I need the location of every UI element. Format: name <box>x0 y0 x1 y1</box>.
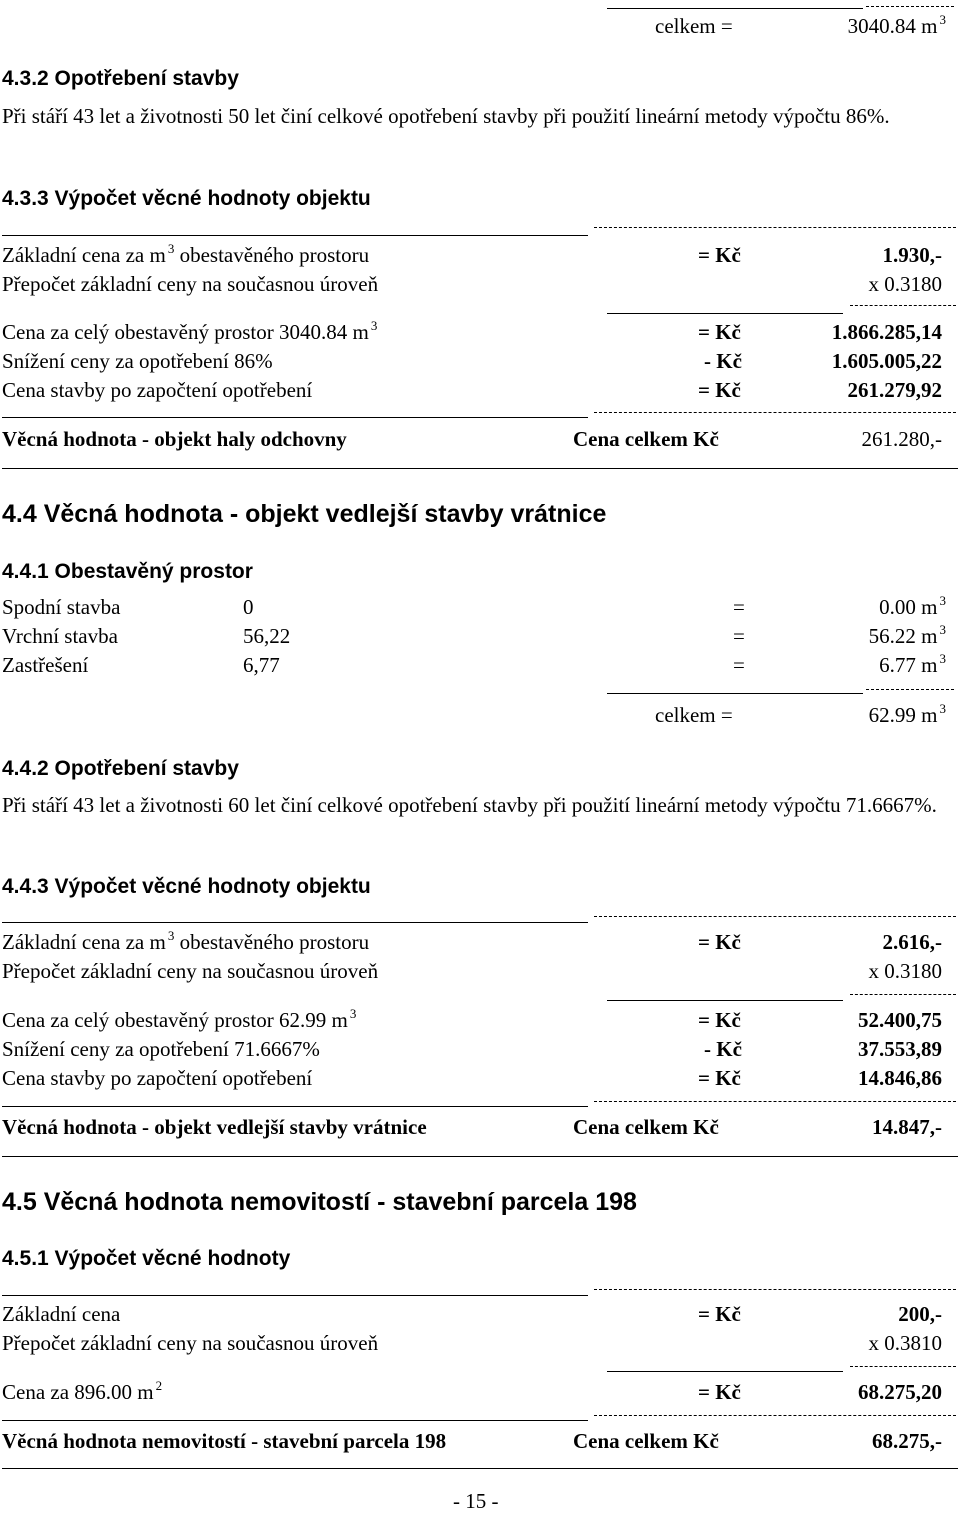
volume-row-label: Vrchní stavba <box>2 624 118 648</box>
calc-row-value: x 0.3180 <box>868 272 942 296</box>
calc-row-value: 52.400,75 <box>858 1008 942 1032</box>
separator-line <box>2 1468 958 1469</box>
dashed-separator <box>850 994 956 995</box>
calc-row-value: 1.605.005,22 <box>831 349 942 373</box>
calc-row-operator: = Kč <box>698 1380 741 1404</box>
result-operator: Cena celkem Kč <box>573 1429 719 1453</box>
separator-line <box>2 922 588 923</box>
total-value: 3040.84 m $^3$ <box>847 12 946 38</box>
calc-row-value: 37.553,89 <box>858 1037 942 1061</box>
calc-row-operator: = Kč <box>698 320 741 344</box>
volume-row-label: Spodní stavba <box>2 595 121 619</box>
dashed-separator <box>850 1366 956 1367</box>
volume-row-input: 6,77 <box>243 653 280 677</box>
calc-row-label: Snížení ceny za opotřebení 86% <box>2 349 273 373</box>
volume-row-operator: = <box>733 653 745 677</box>
separator-line <box>607 313 843 314</box>
total-label: celkem = <box>655 703 733 727</box>
result-value: 68.275,- <box>872 1429 942 1453</box>
paragraph-text: Při stáří 43 let a životnosti 60 let činí celkové opotřebení stavby při použití lineární metody výpočtu 71.6667%. <box>2 793 937 817</box>
calc-row-value: 68.275,20 <box>858 1380 942 1404</box>
separator-line <box>2 1156 958 1157</box>
page-number: - 15 - <box>453 1489 499 1513</box>
calc-row-label: Cena za celý obestavěný prostor 3040.84 m $^3$ <box>2 318 378 344</box>
volume-row-value: 56.22 m $^3$ <box>868 622 946 648</box>
calc-row-label: Cena za 896.00 m $^2$ <box>2 1378 163 1404</box>
volume-row-input: 56,22 <box>243 624 291 648</box>
volume-row-value: 0.00 m $^3$ <box>879 593 946 619</box>
separator-line <box>2 1295 588 1296</box>
calc-row-label: Cena stavby po započtení opotřebení <box>2 1066 313 1090</box>
calc-row-operator: = Kč <box>698 1008 741 1032</box>
dashed-separator <box>594 1101 956 1102</box>
calc-row-value: 2.616,- <box>882 930 942 954</box>
dashed-separator <box>594 412 956 413</box>
calc-row-value: 261.279,92 <box>847 378 942 402</box>
separator-line <box>2 235 588 236</box>
calc-row-operator: - Kč <box>704 1037 742 1061</box>
result-label: Věcná hodnota - objekt vedlejší stavby vrátnice <box>2 1115 427 1139</box>
volume-row-operator: = <box>733 624 745 648</box>
calc-row-operator: = Kč <box>698 1066 741 1090</box>
separator-line <box>2 417 588 418</box>
separator-line <box>607 8 863 9</box>
calc-row-label: Snížení ceny za opotřebení 71.6667% <box>2 1037 320 1061</box>
subsection-heading: 4.5.1 Výpočet věcné hodnoty <box>2 1247 291 1270</box>
calc-row-label: Základní cena za m $^3$ obestavěného prostoru <box>2 241 370 267</box>
subsection-heading: 4.4.1 Obestavěný prostor <box>2 560 253 583</box>
dashed-separator <box>594 227 956 228</box>
calc-row-label: Cena za celý obestavěný prostor 62.99 m $^3$ <box>2 1006 357 1032</box>
section-heading: 4.5 Věcná hodnota nemovitostí - stavební parcela 198 <box>2 1188 637 1216</box>
calc-row-value: 14.846,86 <box>858 1066 942 1090</box>
section-heading: 4.4.2 Opotřebení stavby <box>2 757 239 780</box>
calc-row-label: Přepočet základní ceny na současnou úroveň <box>2 272 379 296</box>
section-heading: 4.3.2 Opotřebení stavby <box>2 67 239 90</box>
section-heading: 4.4 Věcná hodnota - objekt vedlejší stavby vrátnice <box>2 500 607 528</box>
result-label: Věcná hodnota - objekt haly odchovny <box>2 427 347 451</box>
dashed-separator <box>594 916 956 917</box>
section-heading: 4.4.3 Výpočet věcné hodnoty objektu <box>2 875 371 898</box>
calc-row-value: 1.930,- <box>882 243 942 267</box>
total-value: 62.99 m $^3$ <box>868 701 946 727</box>
volume-row-value: 6.77 m $^3$ <box>879 651 946 677</box>
calc-row-operator: - Kč <box>704 349 742 373</box>
result-operator: Cena celkem Kč <box>573 1115 719 1139</box>
calc-row-label: Cena stavby po započtení opotřebení <box>2 378 313 402</box>
separator-line <box>2 1106 588 1107</box>
volume-row-operator: = <box>733 595 745 619</box>
calc-row-operator: = Kč <box>698 930 741 954</box>
calc-row-operator: = Kč <box>698 1302 741 1326</box>
dashed-separator <box>594 1415 956 1416</box>
result-value: 14.847,- <box>872 1115 942 1139</box>
volume-row-label: Zastřešení <box>2 653 89 677</box>
calc-row-value: 200,- <box>898 1302 942 1326</box>
dashed-separator <box>850 305 956 306</box>
calc-row-label: Přepočet základní ceny na současnou úroveň <box>2 1331 379 1355</box>
calc-row-value: 1.866.285,14 <box>831 320 942 344</box>
dashed-separator <box>866 689 954 690</box>
dashed-separator <box>594 1289 956 1290</box>
result-label: Věcná hodnota nemovitostí - stavební parcela 198 <box>2 1429 447 1453</box>
separator-line <box>607 1000 843 1001</box>
result-operator: Cena celkem Kč <box>573 427 719 451</box>
section-heading: 4.3.3 Výpočet věcné hodnoty objektu <box>2 187 371 210</box>
total-label: celkem = <box>655 14 733 38</box>
calc-row-value: x 0.3810 <box>868 1331 942 1355</box>
separator-line <box>607 693 863 694</box>
volume-row-input: 0 <box>243 595 254 619</box>
calc-row-operator: = Kč <box>698 378 741 402</box>
calc-row-label: Přepočet základní ceny na současnou úroveň <box>2 959 379 983</box>
paragraph-text: Při stáří 43 let a životnosti 50 let činí celkové opotřebení stavby při použití lineární metody výpočtu 86%. <box>2 104 890 128</box>
separator-line <box>2 1420 588 1421</box>
separator-line <box>2 468 958 469</box>
dashed-separator <box>866 6 954 7</box>
calc-row-label: Základní cena <box>2 1302 121 1326</box>
calc-row-label: Základní cena za m $^3$ obestavěného prostoru <box>2 928 370 954</box>
result-value: 261.280,- <box>861 427 942 451</box>
calc-row-value: x 0.3180 <box>868 959 942 983</box>
separator-line <box>607 1371 843 1372</box>
calc-row-operator: = Kč <box>698 243 741 267</box>
